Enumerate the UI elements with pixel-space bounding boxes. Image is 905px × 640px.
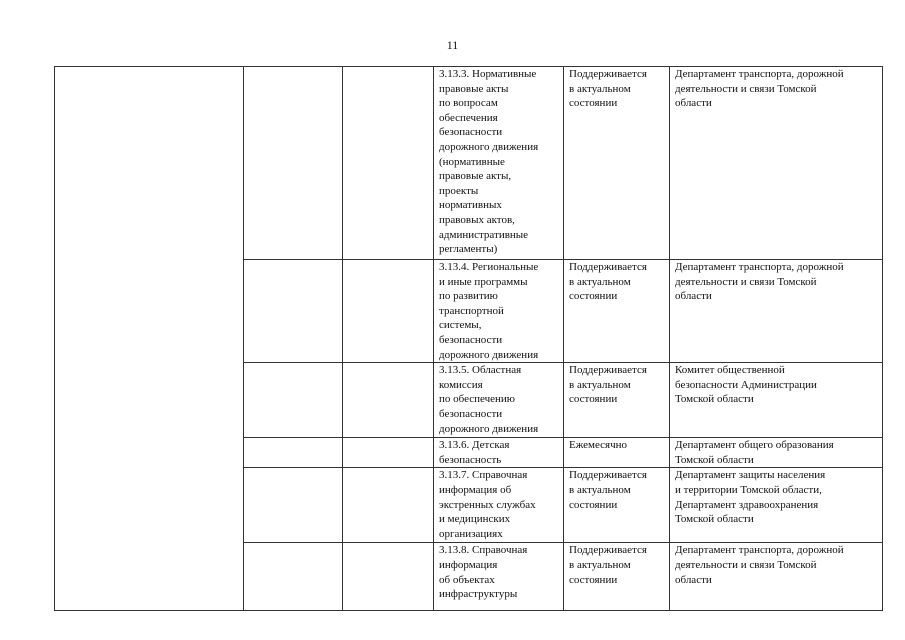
status-cell: Ежемесячно bbox=[564, 438, 670, 468]
empty-cell bbox=[343, 260, 434, 363]
empty-cell bbox=[244, 363, 343, 438]
item-cell: 3.13.3. Нормативные правовые акты по вопросам обеспечения безопасности дорожного движения (нормативные правовые акты, проекты нормативных правовых актов, административные регламенты) bbox=[434, 67, 564, 260]
responsible-cell: Департамент транспорта, дорожной деятельности и связи Томской области bbox=[670, 543, 883, 611]
empty-cell bbox=[343, 468, 434, 543]
responsible-cell: Департамент общего образования Томской области bbox=[670, 438, 883, 468]
item-cell: 3.13.7. Справочная информация об экстренных службах и медицинских организациях bbox=[434, 468, 564, 543]
status-cell: Поддерживается в актуальном состоянии bbox=[564, 67, 670, 260]
responsible-cell: Департамент защиты населения и территории Томской области, Департамент здравоохранения Томской области bbox=[670, 468, 883, 543]
table-row bbox=[55, 67, 883, 260]
empty-cell bbox=[244, 543, 343, 611]
item-cell: 3.13.8. Справочная информация об объектах инфраструктуры bbox=[434, 543, 564, 611]
page-number: 11 bbox=[446, 38, 459, 52]
empty-cell bbox=[343, 543, 434, 611]
empty-cell bbox=[343, 438, 434, 468]
empty-cell bbox=[55, 67, 244, 611]
status-cell: Поддерживается в актуальном состоянии bbox=[564, 260, 670, 363]
empty-cell bbox=[244, 438, 343, 468]
status-cell: Поддерживается в актуальном состоянии bbox=[564, 468, 670, 543]
responsible-cell: Департамент транспорта, дорожной деятельности и связи Томской области bbox=[670, 67, 883, 260]
item-cell: 3.13.6. Детская безопасность bbox=[434, 438, 564, 468]
empty-cell bbox=[244, 67, 343, 260]
status-cell: Поддерживается в актуальном состоянии bbox=[564, 543, 670, 611]
document-table bbox=[54, 66, 883, 611]
empty-cell bbox=[244, 260, 343, 363]
responsible-cell: Комитет общественной безопасности Администрации Томской области bbox=[670, 363, 883, 438]
empty-cell bbox=[343, 363, 434, 438]
item-cell: 3.13.5. Областная комиссия по обеспечению безопасности дорожного движения bbox=[434, 363, 564, 438]
status-cell: Поддерживается в актуальном состоянии bbox=[564, 363, 670, 438]
responsible-cell: Департамент транспорта, дорожной деятельности и связи Томской области bbox=[670, 260, 883, 363]
empty-cell bbox=[343, 67, 434, 260]
item-cell: 3.13.4. Региональные и иные программы по развитию транспортной системы, безопасности дорожного движения bbox=[434, 260, 564, 363]
empty-cell bbox=[244, 468, 343, 543]
